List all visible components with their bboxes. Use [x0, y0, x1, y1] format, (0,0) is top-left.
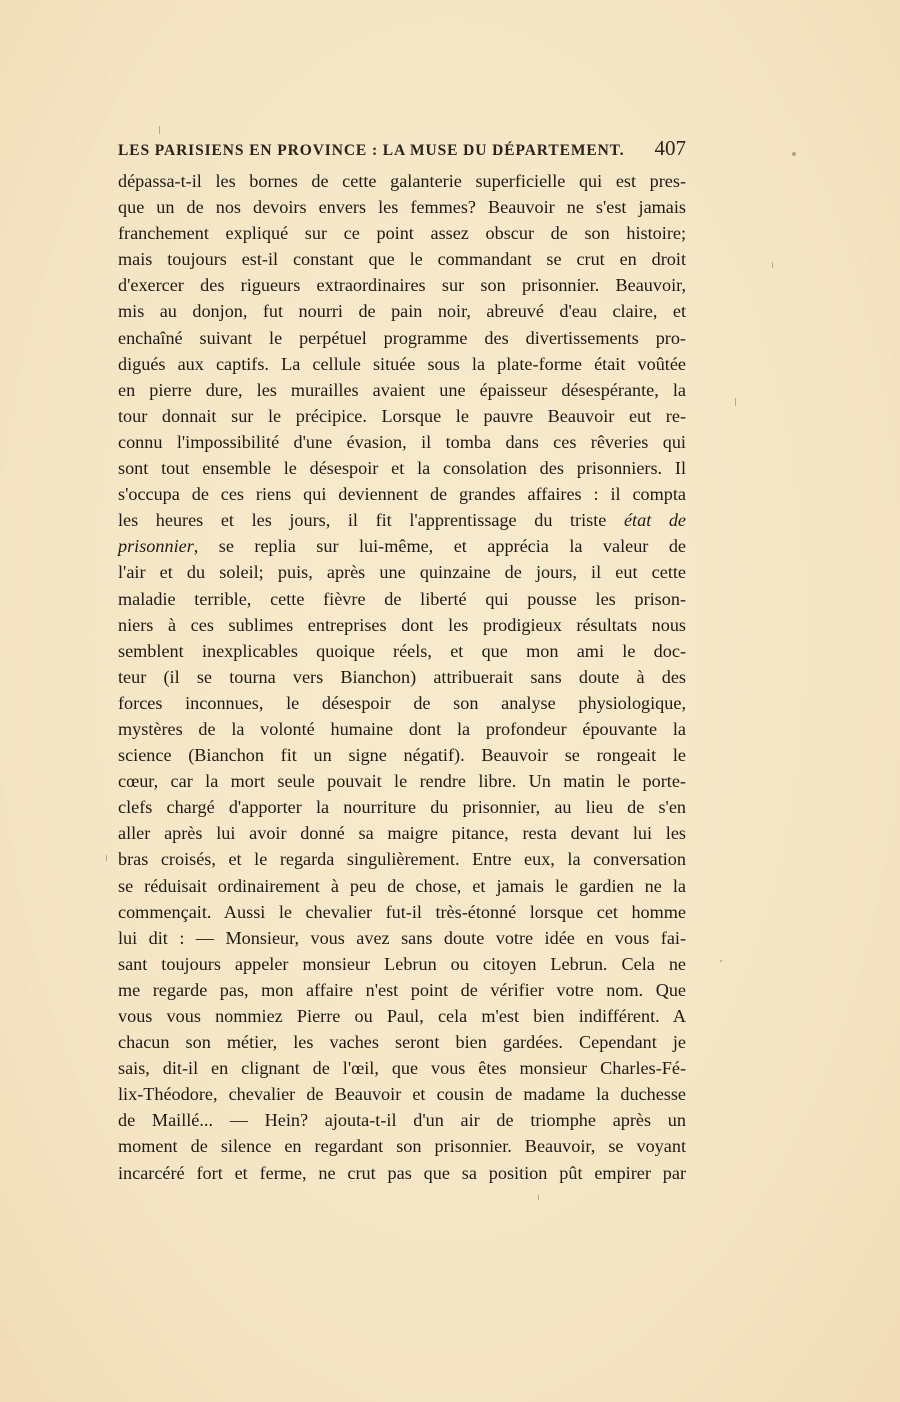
text-line: d'exercer des rigueurs extraordinaires sur son prisonnier. Beauvoir,: [118, 275, 686, 296]
text-line: franchement expliqué sur ce point assez obscur de son histoire;: [118, 223, 686, 244]
text-line: lix-Théodore, chevalier de Beauvoir et cousin de madame la duchesse: [118, 1084, 686, 1105]
text-line: forces inconnues, le désespoir de son analyse physiologique,: [118, 692, 686, 713]
text-line-with-italic: [118, 507, 686, 533]
text-line: tour donnait sur le précipice. Lorsque le pauvre Beauvoir eut re-: [118, 405, 686, 426]
paper-speck: [106, 855, 107, 861]
paper-speck: [792, 152, 796, 156]
text-line: mystères de la volonté humaine dont la profondeur épouvante la: [118, 718, 686, 739]
text-line: connu l'impossibilité d'une évasion, il tomba dans ces rêveries qui: [118, 431, 686, 452]
text-line: s'occupa de ces riens qui deviennent de grandes affaires : il compta: [118, 484, 686, 505]
text-line: semblent inexplicables quoique réels, et que mon ami le doc-: [118, 640, 686, 661]
paper-speck: [735, 398, 736, 406]
text-line: commençait. Aussi le chevalier fut-il très-étonné lorsque cet homme: [118, 901, 686, 922]
text-line: me regarde pas, mon affaire n'est point de vérifier votre nom. Que: [118, 979, 686, 1000]
text-line: moment de silence en regardant son prisonnier. Beauvoir, se voyant: [118, 1136, 686, 1157]
text-segment: les heures et les jours, il fit l'apprentissage du triste: [118, 510, 607, 531]
running-title: LES PARISIENS EN PROVINCE : LA MUSE DU DÉPARTEMENT.: [118, 142, 625, 159]
text-line: mais toujours est-il constant que le commandant se crut en droit: [118, 249, 686, 270]
text-line: sont tout ensemble le désespoir et la consolation des prisonniers. Il: [118, 458, 686, 479]
paper-speck: [159, 126, 160, 134]
text-line: maladie terrible, cette fièvre de liberté qui pousse les prison-: [118, 588, 686, 609]
text-line: incarcéré fort et ferme, ne crut pas que sa position pût empirer par: [118, 1162, 686, 1183]
text-line: bras croisés, et le regarda singulièrement. Entre eux, la conversation: [118, 849, 686, 870]
text-line: l'air et du soleil; puis, après une quinzaine de jours, il eut cette: [118, 562, 686, 583]
text-line: aller après lui avoir donné sa maigre pitance, resta devant lui les: [118, 823, 686, 844]
text-line: clefs chargé d'apporter la nourriture du prisonnier, au lieu de s'en: [118, 797, 686, 818]
text-line: mis au donjon, fut nourri de pain noir, abreuvé d'eau claire, et: [118, 301, 686, 322]
italic-segment: prisonnier: [118, 536, 194, 557]
body-text: [118, 168, 686, 1186]
text-line: lui dit : — Monsieur, vous avez sans doute votre idée en vous fai-: [118, 927, 686, 948]
text-line: science (Bianchon fit un signe négatif). Beauvoir se rongeait le: [118, 745, 686, 766]
paper-speck: [772, 262, 773, 268]
text-line: sant toujours appeler monsieur Lebrun ou citoyen Lebrun. Cela ne: [118, 953, 686, 974]
text-line: se réduisait ordinairement à peu de chose, et jamais le gardien ne la: [118, 875, 686, 896]
paper-speck: [538, 1195, 539, 1200]
text-line: chacun son métier, les vaches seront bien gardées. Cependant je: [118, 1032, 686, 1053]
italic-segment: état de: [623, 510, 686, 531]
text-line: dépassa-t-il les bornes de cette galanterie superficielle qui est pres-: [118, 171, 686, 191]
text-line: sais, dit-il en clignant de l'œil, que vous êtes monsieur Charles-Fé-: [118, 1058, 686, 1079]
paper-speck: [720, 960, 722, 962]
running-head: [118, 136, 686, 166]
page-number: 407: [654, 136, 686, 160]
text-line: enchaîné suivant le perpétuel programme des divertissements pro-: [118, 327, 686, 348]
text-line-with-italic: [118, 533, 686, 559]
text-line: cœur, car la mort seule pouvait le rendre libre. Un matin le porte-: [118, 771, 686, 792]
text-line: vous vous nommiez Pierre ou Paul, cela m'est bien indifférent. A: [118, 1006, 686, 1026]
text-line: en pierre dure, les murailles avaient une épaisseur désespérante, la: [118, 379, 686, 400]
text-line: que un de nos devoirs envers les femmes? Beauvoir ne s'est jamais: [118, 197, 686, 218]
text-line: digués aux captifs. La cellule située sous la plate-forme était voûtée: [118, 353, 686, 374]
text-segment: , se replia sur lui-même, et apprécia la valeur de: [193, 536, 686, 557]
text-line: de Maillé... — Hein? ajouta-t-il d'un air de triomphe après un: [118, 1110, 686, 1131]
text-line: teur (il se tourna vers Bianchon) attribuerait sans doute à des: [118, 666, 686, 687]
text-line: niers à ces sublimes entreprises dont les prodigieux résultats nous: [118, 614, 686, 635]
